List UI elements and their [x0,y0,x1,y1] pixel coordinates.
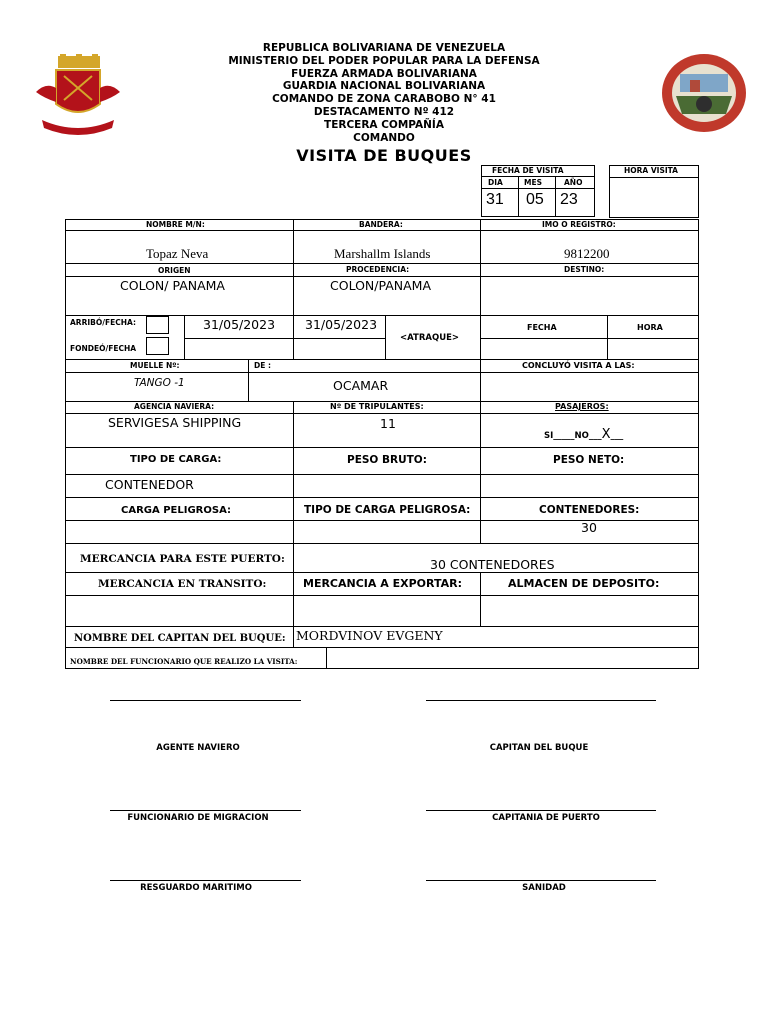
capitan-value: MORDVINOV EVGENY [296,628,443,643]
contenedores-value: 30 [581,520,597,535]
agencia-value: SERVIGESA SHIPPING [108,415,242,430]
signature-line-capitan [426,700,656,701]
signature-line-capitania [426,810,656,811]
pasajeros-si-no: SI_____NO___ [544,431,602,441]
procedencia-label: PROCEDENCIA: [346,265,410,274]
tripulantes-value: 11 [380,416,396,431]
hora-visita-divider [609,177,699,178]
carga-peligrosa-label: CARGA PELIGROSA: [121,505,231,516]
fondeo-date1-cell[interactable] [184,338,294,360]
pasajeros-label: PASAJEROS: [555,402,609,411]
almacen-label: ALMACEN DE DEPOSITO: [508,577,660,590]
signature-sanidad: SANIDAD [522,883,566,893]
signature-line-sanidad [426,880,656,881]
header-line: COMANDO [353,131,415,144]
procedencia-value: COLON/PANAMA [330,278,432,293]
ano-value[interactable]: 23 [560,191,578,208]
peso-bruto-label: PESO BRUTO: [347,454,427,466]
concluyo-label: CONCLUYÓ VISITA A LAS: [522,361,635,370]
fecha-visita-label: FECHA DE VISITA [492,166,564,175]
destino-label: DESTINO: [564,265,605,274]
arribo-checkbox[interactable] [146,316,169,334]
atraque-label: <ATRAQUE> [400,333,460,343]
de-label: DE : [254,361,271,370]
mercancia-exportar-field[interactable] [293,595,481,627]
imo-value: 9812200 [564,246,610,261]
funcionario-field[interactable] [326,647,699,669]
nombre-value: Topaz Neva [146,246,209,261]
guardia-nacional-emblem [32,54,124,138]
agencia-label: AGENCIA NAVIERA: [134,402,215,411]
de-value: OCAMAR [333,378,389,393]
funcionario-label: NOMBRE DEL FUNCIONARIO QUE REALIZO LA VISITA: [70,657,298,666]
header-line: DESTACAMENTO Nº 412 [313,105,455,118]
mes-label: MES [524,178,542,187]
pasajeros-mark: X [601,427,611,442]
tipo-carga-label: TIPO DE CARGA: [130,454,222,465]
mercancia-transito-field[interactable] [65,595,294,627]
arribo-date1-value: 31/05/2023 [203,317,276,332]
header-line: TERCERA COMPAÑÍA [324,118,444,131]
hora-field[interactable] [607,338,699,360]
signature-migracion: FUNCIONARIO DE MIGRACION [127,813,269,823]
mes-value[interactable]: 05 [526,191,544,208]
header-line: COMANDO DE ZONA CARABOBO N° 41 [272,93,496,106]
capitan-label: NOMBRE DEL CAPITAN DEL BUQUE: [74,633,286,644]
destino-field[interactable] [480,276,699,316]
date-subheader-line [481,188,595,189]
signature-resguardo: RESGUARDO MARITIMO [140,883,252,893]
dia-label: DIA [488,178,503,187]
muelle-label: MUELLE Nº: [130,361,180,370]
mercancia-exportar-label: MERCANCIA A EXPORTAR: [303,577,462,590]
ano-label: AÑO [564,178,583,187]
tipo-peligrosa-field[interactable] [293,520,481,544]
header-line: GUARDIA NACIONAL BOLIVARIANA [282,80,486,93]
peso-bruto-field[interactable] [293,474,481,498]
de-header [248,359,481,373]
concluyo-field[interactable] [480,372,699,402]
pasajeros-value [544,427,623,442]
mercancia-puerto-label: MERCANCIA PARA ESTE PUERTO: [80,553,285,565]
pasajeros-tail: ___ [610,431,624,441]
page-title: VISITA DE BUQUES [296,146,472,165]
peso-neto-label: PESO NETO: [553,454,625,466]
tripulantes-label: Nº DE TRIPULANTES: [330,402,424,411]
fondeo-checkbox[interactable] [146,337,169,355]
header-line: FUERZA ARMADA BOLIVARIANA [291,67,477,80]
signature-capitan-buque: CAPITAN DEL BUQUE [489,743,589,753]
carga-peligrosa-field[interactable] [65,520,294,544]
origen-label: ORIGEN [158,266,191,275]
mercancia-puerto-value: 30 CONTENEDORES [430,557,555,572]
nombre-label: NOMBRE M/N: [146,220,205,229]
signature-line-resguardo [110,880,301,881]
tipo-peligrosa-label: TIPO DE CARGA PELIGROSA: [304,504,471,516]
fondeo-date2-cell[interactable] [293,338,386,360]
signature-line-agente [110,700,301,701]
fecha-field[interactable] [480,338,608,360]
fecha-label: FECHA [527,323,557,332]
hora-label: HORA [637,323,663,332]
imo-label: IMO O REGISTRO: [542,220,616,229]
origen-value: COLON/ PANAMA [120,278,225,293]
destacamento-seal [660,52,748,134]
header-line: MINISTERIO DEL PODER POPULAR PARA LA DEFENSA [228,54,540,67]
mercancia-transito-label: MERCANCIA EN TRANSITO: [98,578,267,590]
tipo-carga-value: CONTENEDOR [105,477,194,492]
contenedores-label: CONTENEDORES: [539,504,640,516]
signature-line-migracion [110,810,301,811]
header-line: REPUBLICA BOLIVARIANA DE VENEZUELA [262,42,506,54]
peso-neto-field[interactable] [480,474,699,498]
dia-value[interactable]: 31 [486,191,504,208]
bandera-value: Marshallm Islands [334,246,431,261]
muelle-value: TANGO -1 [134,377,185,389]
signature-agente-naviero: AGENTE NAVIERO [156,743,240,753]
fondeo-label: FONDEÓ/FECHA [70,344,137,353]
signature-capitania: CAPITANIA DE PUERTO [492,813,600,823]
arribo-label: ARRIBÓ/FECHA: [70,318,136,327]
hora-visita-label: HORA VISITA [624,166,678,175]
arribo-date2-value: 31/05/2023 [305,317,378,332]
bandera-label: BANDERA: [359,220,403,229]
almacen-field[interactable] [480,595,699,627]
header-block [180,42,588,144]
